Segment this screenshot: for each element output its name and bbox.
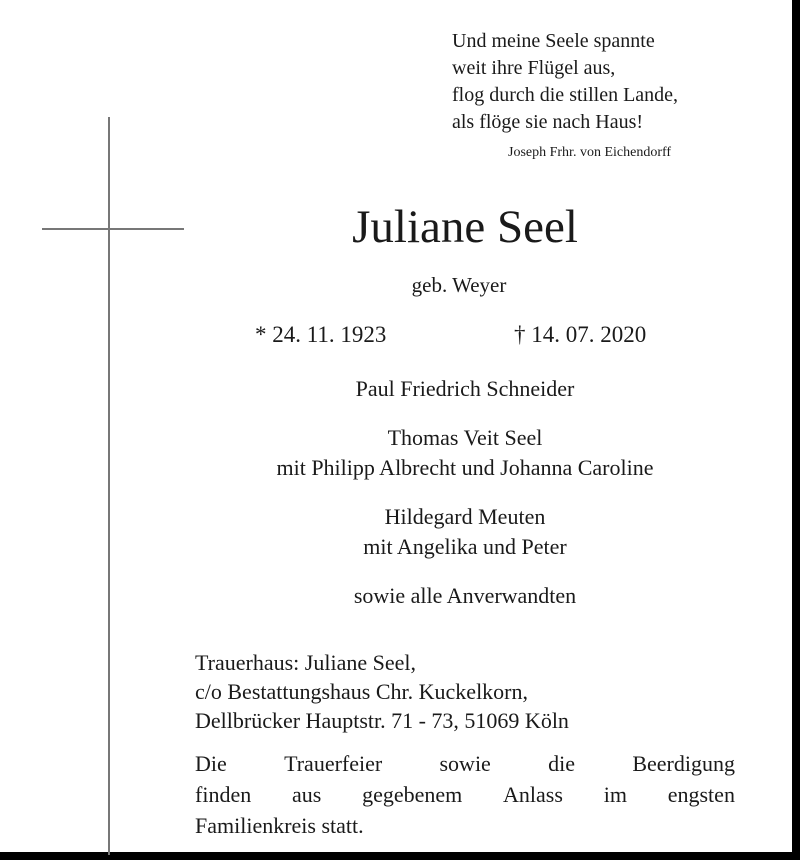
notice-word: finden [195,782,252,807]
notice-word: Trauerfeier [284,751,383,776]
notice-line [195,748,735,779]
birth-name: geb. Weyer [411,273,507,297]
poem-line: weit ihre Flügel aus, [452,57,616,79]
notice-word: im [603,782,627,807]
address-line: c/o Bestattungshaus Chr. Kuckelkorn, [195,679,529,704]
notice-word: sowie [439,751,491,776]
notice-word: engsten [667,782,735,807]
mourner-line: mit Philipp Albrecht und Johanna Caroline [276,455,654,480]
birth-date: * 24. 11. 1923 [255,322,387,347]
notice-word: Die [195,751,227,776]
mourners-list [0,374,800,630]
notice-line [195,779,735,810]
mourner-group [0,502,800,562]
death-date: † 14. 07. 2020 [514,322,647,347]
mourner-line: mit Angelika und Peter [363,534,567,559]
address-line: Dellbrücker Hauptstr. 71 - 73, 51069 Köln [195,708,569,733]
notice-text: Familienkreis statt. [195,813,364,838]
mourning-house-address [195,648,569,735]
mourner-line: sowie alle Anverwandten [353,583,577,608]
notice-line [195,810,735,841]
notice-word: gegebenem [362,782,463,807]
notice-word: Anlass [503,782,563,807]
mourner-group [0,581,800,611]
mourner-line: Thomas Veit Seel [387,425,543,450]
mourner-line: Paul Friedrich Schneider [355,376,575,401]
poem-line: als flöge sie nach Haus! [452,111,644,133]
mourner-group [0,423,800,483]
poem-author: Joseph Frhr. von Eichendorff [508,145,672,160]
notice-word: Beerdigung [632,751,735,776]
poem-line: flog durch die stillen Lande, [452,84,679,106]
notice-word: aus [291,782,322,807]
funeral-notice [195,748,735,841]
poem [452,28,678,136]
notice-word: die [548,751,576,776]
mourner-line: Hildegard Meuten [384,504,546,529]
deceased-name: Juliane Seel [352,201,578,253]
poem-line: Und meine Seele spannte [452,30,655,52]
mourner-group [0,374,800,404]
address-line: Trauerhaus: Juliane Seel, [195,650,416,675]
